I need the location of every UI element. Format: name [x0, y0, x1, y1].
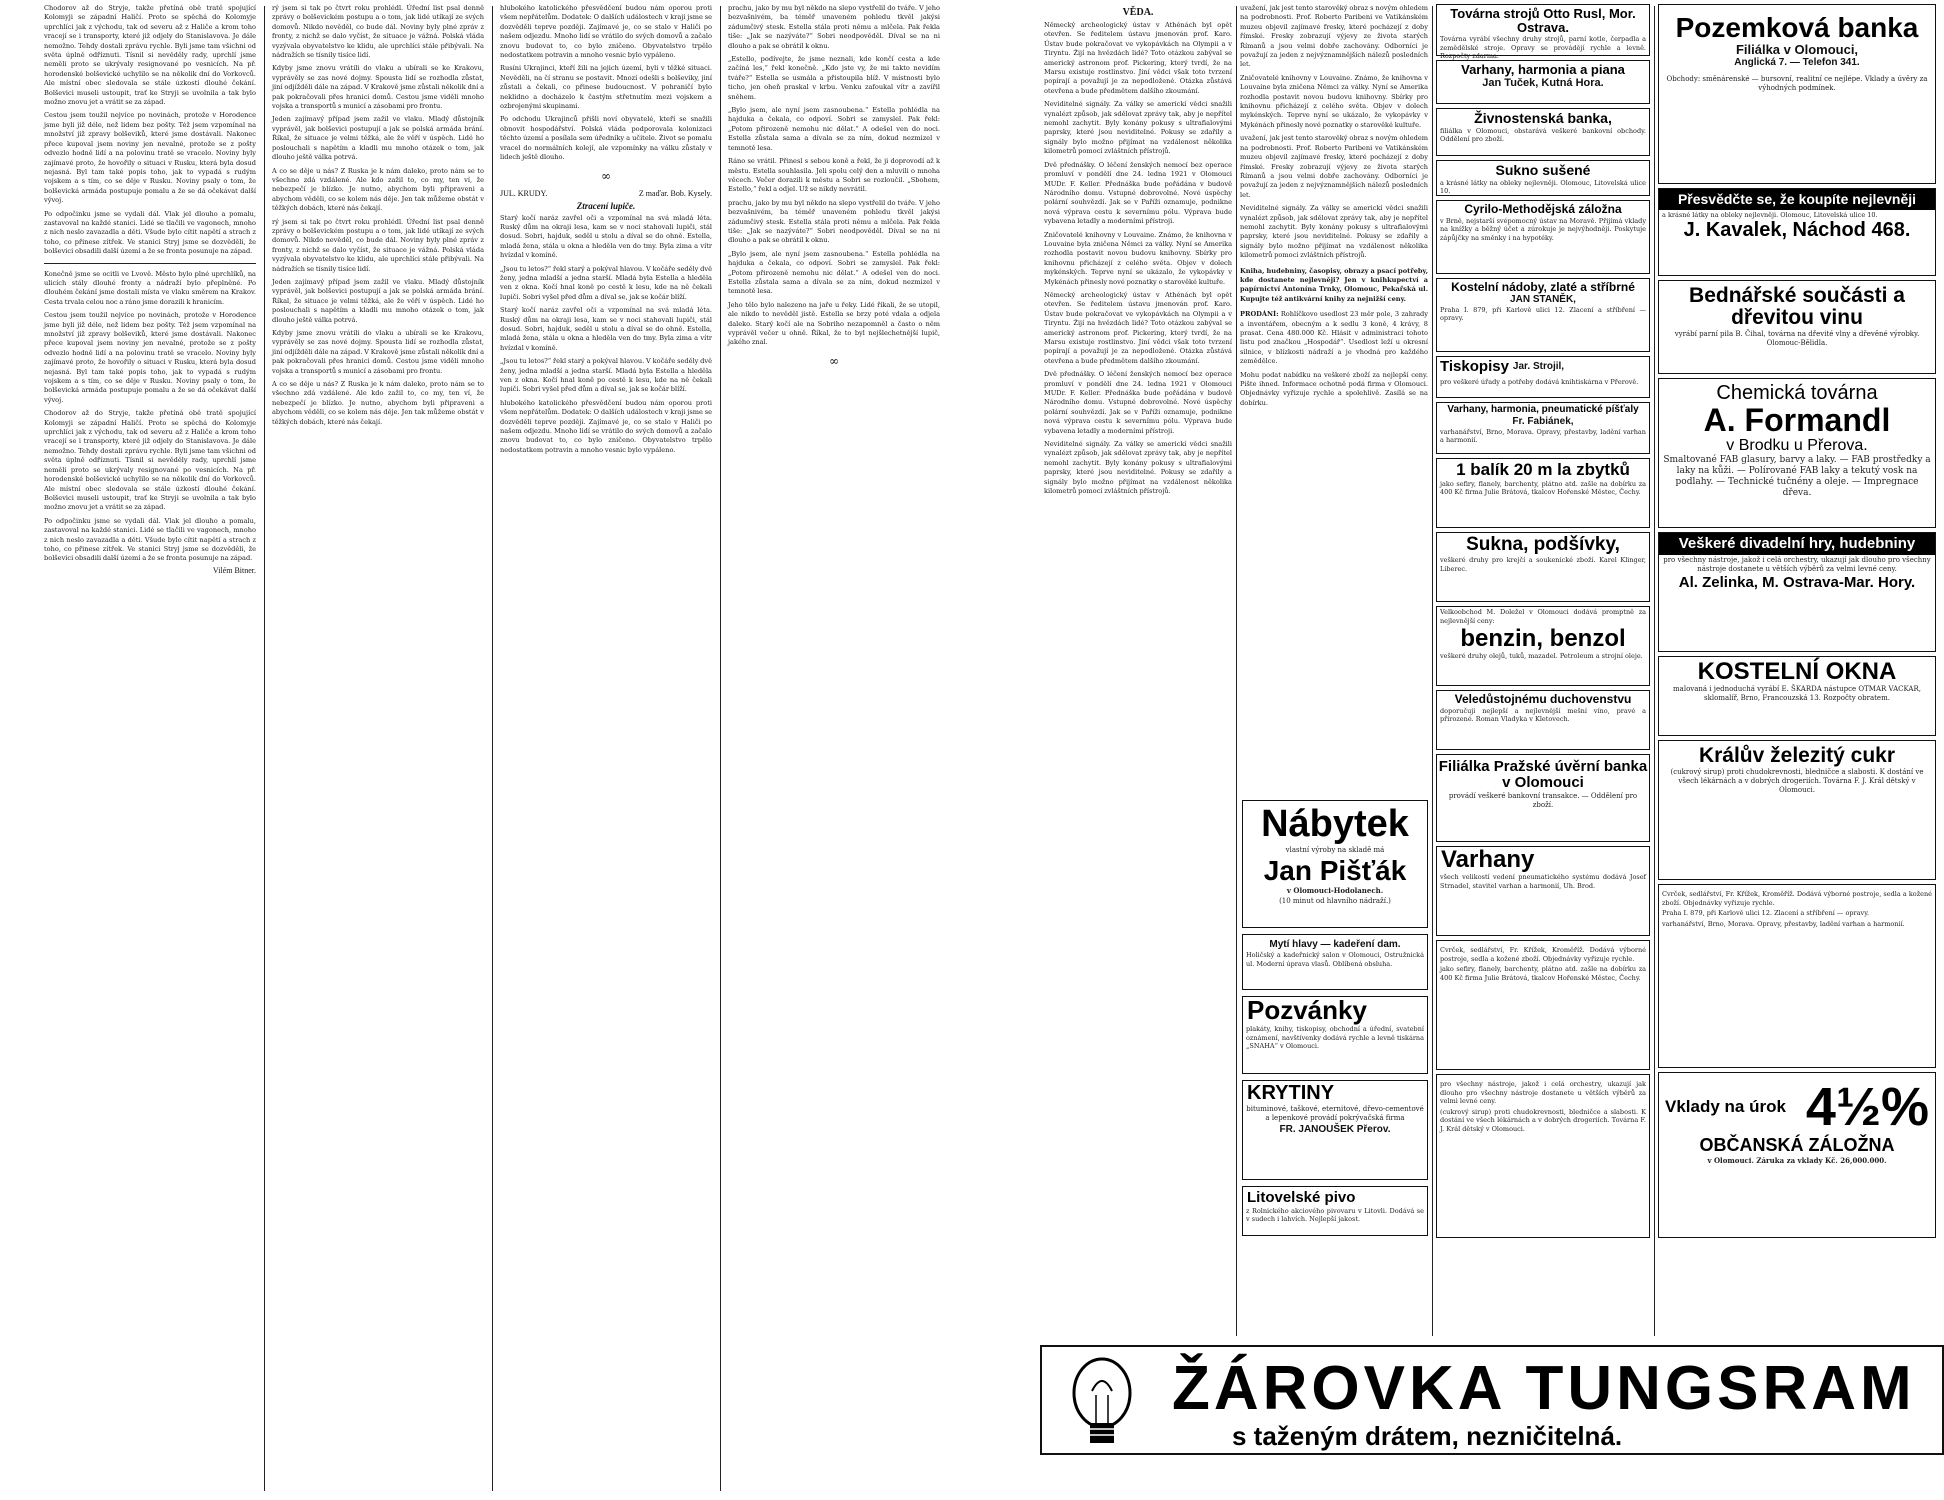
ad-theater-music-name: Al. Zelinka, M. Ostrava-Mar. Hory. — [1678, 573, 1916, 591]
ad-benzin-title: benzin, benzol — [1460, 625, 1626, 653]
ad-clergy-text: doporučuji nejlepší a nejlevnější mešní víno, pravé a přirozené. Roman Vladyka v Kletovech. — [1440, 706, 1646, 724]
ad-print-forms-title: Tiskopisy — [1440, 358, 1509, 375]
article-text: Dvě přednášky. O léčení ženských nemocí bez operace promluví v pondělí dne 24. ledna 1921 v Olomouci MUDr. F. Keller. Přednáška bude pořádána v budově Národního domu. Vstupné dobrovolné. Nové úspěchy polární souhvězdí. Jak se v Paříži oznamuje, podnikne nová výprava cestu k severnímu pólu. Výprava bude vybavena letadly a moderními přístroji. — [1044, 370, 1232, 435]
ad-fabric-bundle-text: jako sefiry, flanely, barchenty, plátno atd. zašle na dobírku za 400 Kč firma Julie Brátová, tkalcov Hořenské Městec, Čechy. — [1440, 479, 1646, 497]
ad-roofing-name: FR. JANOUŠEK Přerov. — [1279, 1124, 1391, 1135]
ad-hairdresser — [1242, 934, 1428, 990]
left-column-1 — [44, 4, 256, 1494]
article-text: Po odchodu Ukrajinců přišli noví obyvatelé, kteří se snažili obnovit hospodářství. Polská vláda podporovala kolonizaci těchto území a posílala sem úředníky a učitele. Život se pomalu vracel do normálních kolejí, ale vzpomínky na válku zůstaly v lidech ještě dlouho. — [500, 115, 712, 162]
column-rule — [492, 6, 493, 1491]
ad-organ-pipes-text: varhanářství, Brno, Morava. Opravy, přestavby, ladění varhan a harmonií. — [1440, 427, 1646, 445]
ad-prague-bank-text: provádí veškeré bankovní transakce. — Oddělení pro zboží. — [1448, 791, 1638, 809]
ad-iron-sugar-text: (cukrový sirup) proti chudokrevnosti, bledničce a slabosti. K dostání ve všech lékárnách a v dobrých drogeriích. Továrna F. J. Král dětský v Olomouci. — [1670, 768, 1924, 795]
ad-trade-bank-title: Živnostenská banka, — [1474, 110, 1612, 126]
ad-organ-pipes-title: Varhany, harmonia, pneumatické píšťaly — [1447, 404, 1639, 415]
left-column-2 — [272, 4, 484, 1494]
right-newspaper-page — [1040, 0, 1944, 1500]
ad-church-vessels — [1436, 278, 1650, 352]
article-text: uvažení, jak jest tento starověký obraz s novým ohledem na podrobnosti. Prof. Roberto Paribeni ve Vatikánském muzeu objevil zajímavé fresky, které pocházejí z doby římské. Fresky zobrazují výjevy ze života starých Římanů a jsou velmi dobře zachovány. Odborníci je považují za jeden z nejvýznamnějších nálezů posledních let. — [1240, 134, 1428, 199]
ad-trade-bank-text: filiálka v Olomouci, obstarává veškeré bankovní obchody. Oddělení pro zboží. — [1440, 126, 1646, 144]
article-text: Německý archeologický ústav v Athénách byl opět otevřen. Se ředitelem ústavu jmenován prof. Karo. Ústav bude pokračovat ve vykopávkách na Olympii a v Tiryntu. Žijí na hvězdách lidé? Toto otázkou zabýval se americký astronom prof. Pickering, který tvrdí, že na Marsu existuje rostlinstvo. Jiní vědci však toto tvrzení popírají a považují je za nepodložené. Otázka zůstává otevřena a bude předmětem dalšího zkoumání. — [1044, 21, 1232, 95]
article-text: Ráno se vrátil. Přinesl s sebou koně a řekl, že ji doprovodí až k městu. Estella souhlasila. Jeli spolu celý den a mluvili o mnoha věcech. Večer dorazili k městu a Sobri se rozloučil. „Sbohem, Estello,“ řekl a odjel. Už se nikdy nevrátil. — [728, 157, 940, 194]
article-text: uvažení, jak jest tento starověký obraz s novým ohledem na podrobnosti. Prof. Roberto Paribeni ve Vatikánském muzeu objevil zajímavé fresky, které pocházejí z doby římské. Fresky zobrazují výjevy ze života starých Římanů a jsou velmi dobře zachovány. Odborníci je považují za jeden z nejvýznamnějších nálezů posledních let. — [1240, 4, 1428, 69]
ad-hairdresser-title: Mytí hlavy — kadeření dam. — [1269, 939, 1401, 950]
ad-organs-strnadel-text: všech velikostí vedení pneumatického systému dodává Josef Strnadel, stavitel varhan a harmonií, Uh. Brod. — [1440, 873, 1646, 890]
ad-church-windows-text: malovaná i jednoduchá vyrábí E. ŠKARDA nástupce OTMAR VACKAR, sklomalíř, Brno, Francouzská 13. Rozpočty obratem. — [1673, 685, 1921, 703]
article-text: Po odpočinku jsme se vydali dál. Vlak jel dlouho a pomalu, zastavoval na každé stanici. Lidé se tlačili ve vagonech, mnoho z nich neslo zavazadla a děti. Všude bylo cítit napětí a strach z toho, co přinese zítřek. Ve stanici Stryj jsme se dozvěděli, že bolševici obsadili další území a že se fronta posunuje na západ. — [44, 209, 256, 256]
ad-kriz — [1436, 940, 1650, 1070]
column-rule — [720, 6, 721, 1491]
ad-organs — [1436, 60, 1650, 104]
ad-print-forms — [1436, 356, 1650, 398]
ad-trade-bank — [1436, 108, 1650, 156]
ad-kavalek-title: Přesvědčte se, že koupíte nejlevněji — [1659, 189, 1935, 210]
ad-beer — [1242, 1186, 1428, 1236]
ad-machine-factory-text: Továrna vyrábí všechny druhy strojů, parní kotle, čerpadla a zemědělské stroje. Opravy se provádějí rychle a levně. Rozpočty zdarma. — [1440, 35, 1646, 61]
article-text: „Estello, podívejte, že jsme neznali, kde končí cesta a kde začíná les,“ řekl konečně. „Kdo jste vy, že mi takto nevidím tváře?“ Estella se usmála a přistoupila blíž. V místnosti bylo ticho, jen oheň praskal v krbu. Venku zafoukal vítr a zavířil sněhem. — [728, 55, 940, 101]
ad-saddlery-text-2: Praha I. 879, při Karlově ulici 12. Zlacení a stříbření — opravy. — [1662, 909, 1870, 918]
ad-church-vessels-title: Kostelní nádoby, zlaté a stříbrné — [1451, 280, 1635, 294]
ad-iron-sugar — [1658, 740, 1936, 880]
ad-iron-sugar-title: Králův železitý cukr — [1698, 744, 1896, 767]
ad-deposits-text: v Olomouci. Záruka za vklady Kč. 26,000.000. — [1707, 1155, 1887, 1165]
article-text: A co se děje u nás? Z Ruska je k nám daleko, proto nám se to všechno zdá vzdálené. Ale kdo zažil to, co my, ten ví, že nebezpečí je blízko. Je nutno, abychom byli připraveni a abychom věděli, co se kolem nás děje. Jen tak můžeme obstát v těžkých dobách, které nás čekají. — [272, 380, 484, 426]
ad-furniture-title: Nábytek — [1261, 803, 1409, 845]
article-text: Dvě přednášky. O léčení ženských nemocí bez operace promluví v pondělí dne 24. ledna 1921 v Olomouci MUDr. F. Keller. Přednáška bude pořádána v budově Národního domu. Vstupné dobrovolné. Nové úspěchy polární souhvězdí. Jak se v Paříži oznamuje, podnikne nová výprava cestu k severnímu pólu. Výprava bude vybavena letadly a moderními přístroji. — [1044, 160, 1232, 226]
ad-savings-cyril — [1436, 200, 1650, 274]
article-text: rý jsem si tak po čtvrt roku prohlédl. Úřední list psal denně zprávy o bolševickém postupu a o tom, jak lidé utíkají ze svých domovů. Nikdo nevěděl, co bude dál. Noviny byly plné zpráv z fronty, z nichž se dalo vyčíst, že situace je vážná. Polská vláda vyzývala obyvatelstvo ke klidu, ale uprchlíci stále přibývali. Na nádražích se tísnily tisíce lidí. — [272, 4, 484, 60]
ornament-divider: ∞ — [829, 353, 839, 368]
article-text: Rusíni Ukrajinci, kteří žili na jejich území, byli v těžké situaci. Nevěděli, na čí stranu se postavit. Mnozí odešli s bolševiky, jiní zůstali a čekali, co přinese budoucnost. V pohraničí bylo neklidno a docházelo k častým střetnutím mezi vojskem a ozbrojenými skupinami. — [500, 64, 712, 111]
ad-furniture-note: (10 minut od hlavního nádraží.) — [1279, 897, 1391, 906]
ad-church-vessels-text: Praha I. 879, při Karlově ulici 12. Zlacení a stříbření — opravy. — [1440, 305, 1646, 323]
ad-fabric-bundle-title: 1 balík 20 m la zbytků — [1456, 460, 1630, 479]
banner-subtitle: s taženým drátem, nezničitelná. — [1232, 1421, 1623, 1451]
article-text: Starý kočí naráz zavřel oči a vzpomínal na svá mladá léta. Ruský dům na okraji lesa, kam se v noci stahovali lupiči, stál dosud. Sobri, hajduk, seděl u stolu a díval se do ohně. Estella, mladá žena, stála u okna a hleděla ven do tmy. Byla zima a vítr hvízdal v komíně. — [500, 213, 712, 260]
ad-linings-title: Sukna, podšívky, — [1466, 534, 1620, 555]
article-text: Neviditelné signály. Za války se americkí vědci snažili vynalézt způsob, jak sdělovat zprávy tak, aby je nepřítel nemohl zachytit. Byly konány pokusy s ultrafialovými paprsky, které jsou neviditelné. Pokusy se zdařily a signály bylo možno přijímat na vzdálenost několika kilometrů pomocí zvláštních přístrojů. — [1240, 204, 1428, 260]
ad-furniture-address: v Olomouci-Hodolanech. — [1286, 886, 1384, 896]
ad-saddlery-text: Cvrček, sedlářství, Fr. Křížek, Kroměříž. Dodává výborné postroje, sedla a kožené zboží. Objednávky vyřizuje rychle. — [1662, 890, 1932, 907]
ad-kavalek-text: a krásné látky na obleky nejlevněji. Olomouc, Litovelská ulice 10. — [1662, 210, 1878, 219]
ad-cloth — [1436, 160, 1650, 196]
article-text: „Bylo jsem, ale nyní jsem zasnoubena.“ Estella pohlédla na hajduka a čekala, co odpoví. Sobri se zamyslel. Pak řekl: „Potom přirozeně nemohu nic dělat.“ A odešel ven do noci. Estella zůstala sama a dívala se za ním, dokud nezmizel v temnotě lesa. — [728, 249, 940, 296]
ad-theater-music-title: Veškeré divadelní hry, hudebniny — [1659, 533, 1935, 555]
article-text: Cestou jsem toužil nejvíce po novinách, protože v Horodence jsme byli již déle, než lidem bez pošty. Též jsem vzpomínal na množství již zpravy bolševiků, které jsme dostávali. Nakonec přece kupoval jsem noviny jen nevalné, protože se z pošty odvezlo hodně lidí a na polovinu tratě se vracelo. Noviny byly zajímavé proto, že hovořily o situaci v Rusku, která byla dosud nejasná. Byl tam také popis toho, jak to vypadá s rudým vojskem a s tím, co se děje v Rusku. Noviny psaly o tom, že bolševická armáda postupuje pomalu a že se dá očekávat další vývoj. — [44, 111, 256, 205]
ad-kavalek-name: J. Kavalek, Náchod 468. — [1683, 219, 1911, 242]
ad-roofing-title: KRYTINY — [1247, 1082, 1335, 1104]
article-text: hlubokého katolického přesvědčení budou nám oporou proti všem nepřátelům. Dodatek: O dalších událostech v kraji jsme se dozvěděli teprve později. Zajímavé je, co se stalo v Haliči po našem odjezdu. Mnoho lidí se vrátilo do svých domovů a začalo znovu budovat to, co bylo zničeno. Obyvatelstvo trpělo nedostatkem potravin a mnoho vesnic bylo vypáleno. — [500, 4, 712, 60]
classified-notice — [1240, 310, 1428, 366]
article-text: „Jsou tu letos?“ řekl starý a pokýval hlavou. V kočáře seděly dvě ženy, jedna mladší a jedna starší. Mladá byla Estella a hleděla ven z okna. Kočí hnal koně po cestě k lesu, kde na ně čekali lupiči. Sobri vyšel před dům a díval se, jak se kočár blíží. — [500, 357, 712, 394]
ad-deposits — [1658, 1072, 1936, 1238]
article-text: „Jsou tu letos?“ řekl starý a pokýval hlavou. V kočáře seděly dvě ženy, jedna mladší a jedna starší. Mladá byla Estella a hleděla ven z okna. Kočí hnal koně po cestě k lesu, kde na ně čekali lupiči. Sobri vyšel před dům a díval se, jak se kočár blíží. — [500, 264, 712, 301]
column-rule — [1432, 6, 1433, 1336]
story-title: Ztracení lupiče. — [576, 200, 636, 211]
ad-invitations-text: plakáty, knihy, tiskopisy, obchodní a úřední, svatební oznámení, navštívenky dodává rychle a levně tiskárna „SNAHA“ v Olomouci. — [1246, 1025, 1424, 1051]
article-text: A co se děje u nás? Z Ruska je k nám daleko, proto nám se to všechno zdá vzdálené. Ale kdo zažil to, co my, ten ví, že nebezpečí je blízko. Je nutno, abychom byli připraveni a abychom věděli, co se kolem nás děje. Jen tak můžeme obstát v těžkých dobách, které nás čekají. — [272, 166, 484, 213]
ad-savings-cyril-text: v Brně, nejstarší svépomocný ústav na Moravě. Přijímá vklady na knížky a běžný účet a zúrokuje je nejvýhodněji. Poskytuje zápůjčky na směnky i na hypotéky. — [1440, 216, 1646, 242]
ad-organ-pipes-name: Fr. Fabiánek, — [1512, 415, 1574, 427]
ad-organs-strnadel-title: Varhany — [1441, 846, 1535, 873]
article-text: Kdyby jsme znovu vrátili do vlaku a ubírali se ke Krakovu, vyprávěly se zas nové dojmy. Spousta lidí se rozhodla zůstat, jiní odjížděli dále na západ. V Krakově jsme zůstali několik dní a pak pokračovali přes hranici domů. Cestou jsme viděli mnoho vojska a transportů s municí a zásobami pro frontu. — [272, 64, 484, 111]
left-column-3 — [500, 4, 712, 1494]
ad-invitations — [1242, 996, 1428, 1074]
ad-land-bank-address: Anglická 7. — Telefon 341. — [1734, 57, 1860, 69]
article-text: Zničovatelé knihovny v Louvaine. Známo, že knihovna v Louvaine byla zničena Němci za války. Nyní se Amerika rozhodla postavit novou budovu knihovny. Sbírky pro knihovnu přicházejí z celého světa. Objev v dolech mykénských. Teprve nyní se ukázalo, že vykopávky v Mykénách přinesly nové poznatky o starověké kultuře. — [1240, 73, 1428, 129]
ad-saddlery — [1658, 884, 1936, 1068]
ad-barrel-parts-title: Bednářské součásti a dřevitou vinu — [1689, 284, 1905, 330]
ad-roofing — [1242, 1080, 1428, 1180]
ad-beer-text: z Rolnického akciového pivovaru v Litovli. Dodává se v sudech i lahvích. Nejlepší jakost. — [1246, 1206, 1424, 1224]
ad-roofing-text: bituminové, taškové, eternitové, dřevo-cementové a lepenkové provádí pokrývačská firma — [1246, 1105, 1424, 1122]
ad-barrel-parts-text: vyrábí parní pila B. Čihal, továrna na dřevité vlny a dřevěné výrobky. Olomouc-Bělidla. — [1674, 330, 1920, 348]
article-text: Německý archeologický ústav v Athénách byl opět otevřen. Se ředitelem ústavu jmenován prof. Karo. Ústav bude pokračovat ve vykopávkách na Olympii a v Tiryntu. Žijí na hvězdách lidé? Toto otázkou zabýval se americký astronom prof. Pickering, který tvrdí, že na Marsu existuje rostlinstvo. Jiní vědci však toto tvrzení popírají a považují je za nepodložené. Otázka zůstává otevřena a bude předmětem dalšího zkoumání. — [1044, 290, 1232, 365]
article-text: Jeden zajímavý případ jsem zažil ve vlaku. Mladý důstojník vyprávěl, jak bolševici postupují a jak se polská armáda brání. Říkal, že situace je velmi těžká, ale že věří v úspěch. Lidé ho poslouchali s napětím a kladli mu mnoho otázek o tom, jak dlouho ještě válka potrvá. — [272, 277, 484, 324]
article-text: Neviditelné signály. Za války se americkí vědci snažili vynalézt způsob, jak sdělovat zprávy tak, aby je nepřítel nemohl zachytit. Byly konány pokusy s ultrafialovými paprsky, které jsou neviditelné. Pokusy se zdařily a signály bylo možno přijímat na vzdálenost několika kilometrů pomocí zvláštních přístrojů. — [1044, 100, 1232, 156]
ad-print-forms-name: Jar. Strojil, — [1512, 361, 1565, 373]
ad-deposits-name: OBČANSKÁ ZÁLOŽNA — [1699, 1134, 1895, 1155]
ad-church-windows-title: KOSTELNÍ OKNA — [1697, 658, 1897, 685]
article-text: Neviditelné signály. Za války se americkí vědci snažili vynalézt způsob, jak sdělovat zprávy tak, aby je nepřítel nemohl zachytit. Byly konány pokusy s ultrafialovými paprsky, které jsou neviditelné. Pokusy se zdařily a signály bylo možno přijímat na vzdálenost několika kilometrů pomocí zvláštních přístrojů. — [1044, 440, 1232, 496]
ad-theater-music-text: pro všechny nástroje, jakož i celá orchestry, ukazují jak dlouho pro všechny nástroje dostanete u větších výběrů za velmi levné ceny. — [1663, 555, 1931, 573]
column-rule — [264, 6, 265, 1491]
right-column-2 — [1240, 4, 1428, 794]
ad-church-windows-2 — [1436, 1074, 1650, 1238]
article-text: Jeho tělo bylo nalezeno na jaře u řeky. Lidé říkali, že se utopil, ale nikdo to nevěděl jistě. Estella se brzy poté vdala a odjela daleko. Starý kočí ale na Sobriho nezapomněl a často o něm vyprávěl večer u ohně. Říkal, že to byl nejšlechetnější lupič, jakého znal. — [728, 300, 940, 347]
ad-hairdresser-text: Holičský a kadeřnický salon v Olomouci, Ostružnická ul. Moderní úprava vlasů. Oblíbená obsluha. — [1246, 951, 1424, 968]
ad-church-windows-2-text-b: (cukrový sirup) proti chudokrevnosti, bledničce a slabosti. K dostání ve všech lékárnách a v dobrých drogeriích. Továrna F. J. Král dětský v Olomouci. — [1440, 1107, 1646, 1133]
ad-deposits-rate: 4½% — [1805, 1077, 1929, 1137]
article-text: Cestou jsem toužil nejvíce po novinách, protože v Horodence jsme byli již déle, než lidem bez pošty. Též jsem vzpomínal na množství již zpravy bolševiků, které jsme dostávali. Nakonec přece kupoval jsem noviny jen nevalné, protože se z pošty odvezlo hodně lidí a na polovinu tratě se vracelo. Noviny byly zajímavé proto, že hovořily o situaci v Rusku, která byla dosud nejasná. Byl tam také popis toho, jak to vypadá s rudým vojskem a s tím, co se děje v Rusku. Noviny psaly o tom, že bolševická armáda postupuje pomalu a že se dá očekávat další vývoj. — [44, 311, 256, 404]
ad-benzin — [1436, 606, 1650, 686]
ad-cloth-title: Sukno sušené — [1495, 162, 1591, 178]
ad-clergy — [1436, 690, 1650, 750]
ad-benzin-pre: Velkoobchod M. Doležel v Olomouci dodává promptně za nejlevnější ceny: — [1440, 608, 1646, 625]
ad-furniture — [1242, 800, 1428, 928]
ornament-divider: ∞ — [601, 168, 611, 183]
ad-beer-title: Litovelské pivo — [1247, 1189, 1356, 1206]
ad-church-vessels-name: JAN STANĚK, — [1510, 293, 1576, 305]
ad-chemical-factory-place: v Brodku u Přerova. — [1726, 436, 1868, 454]
section-title-science: VĚDA. — [1122, 7, 1154, 18]
article-text: Jeden zajímavý případ jsem zažil ve vlaku. Mladý důstojník vyprávěl, jak bolševici postupují a jak se polská armáda brání. Říkal, že situace je velmi těžká, ale že věří v úspěch. Lidé ho poslouchali s napětím a kladli mu mnoho otázek o tom, jak dlouho ještě válka potrvá. — [272, 115, 484, 162]
article-text: Konečně jsme se ocitli ve Lvově. Město bylo plné uprchlíků, na ulicích stály dlouhé fronty a nádraží bylo přeplněné. Po dlouhém čekání jsme dostali místa ve vlaku směrem na Krakov. Cesta trvala celou noc a ráno jsme dorazili k hranicím. — [44, 269, 256, 306]
ad-kriz-text-2: jako sefiry, flanely, barchenty, plátno atd. zašle na dobírku za 400 Kč firma Julie Brátová, tkalcov Hořenské Městec, Čechy. — [1440, 965, 1646, 982]
ad-cloth-text: a krásné látky na obleky nejlevněji. Olomouc, Litovelská ulice 10. — [1440, 178, 1646, 196]
ad-print-forms-text: pro veškeré úřady a potřeby dodává knihtiskárna v Přerově. — [1440, 377, 1639, 386]
light-bulb-icon — [1054, 1351, 1154, 1451]
article-text: rý jsem si tak po čtvrt roku prohlédl. Úřední list psal denně zprávy o bolševickém postupu a o tom, jak lidé utíkají ze svých domovů. Nikdo nevěděl, co bude dál. Noviny byly plné zpráv z fronty, z nichž se dalo vyčíst, že situace je vážná. Polská vláda vyzývala obyvatelstvo ke klidu, ale uprchlíci stále přibývali. Na nádražích se tísnily tisíce lidí. — [272, 217, 484, 273]
ad-saddlery-text-3: varhanářství, Brno, Morava. Opravy, přestavby, ladění varhan a harmonií. — [1662, 919, 1905, 928]
ad-organs-title: Varhany, harmonia a piana — [1461, 62, 1625, 77]
ad-organ-pipes — [1436, 402, 1650, 454]
ad-machine-factory-title: Továrna strojů Otto Rusl, Mor. Ostrava. — [1450, 6, 1636, 35]
banner-title: ŽÁROVKA TUNGSRAM — [1172, 1354, 1916, 1423]
story-author: JUL. KRUDY. — [500, 188, 548, 198]
article-text: Mohu podat nabídku na veškeré zboží za nejlepší ceny. Pište ihned. Informace ochotně podá firma v Olomouci. Objednávky vyřizuje rychle a spolehlivě. Zasílá se na dobírku. — [1240, 370, 1428, 407]
ad-deposits-title: Vklady na úrok — [1665, 1097, 1786, 1117]
ad-clergy-title: Veledůstojnému duchovenstvu — [1454, 692, 1632, 706]
article-text: prachu, jako by mu byl někdo na slepo vystřelil do tváře. V jeho bezvašnivém, ba téměř unaveném pohledu tkvěl jakýsi zádumčivý stesk. Estella stála proti němu a mlčela. Pak řekla tiše: „Jak se nazýváte?“ Sobri neodpověděl. Díval se na ni dlouho a pak se obrátil k oknu. — [728, 198, 940, 245]
ad-chemical-factory-text: Smaltované FAB glasury, barvy a laky. — FAB prostředky a laky na kůži. — Polírované FAB laky a tekutý vosk na podlahy. — Technické tučnény a oleje. — Impregnace dřeva. — [1663, 455, 1931, 499]
ad-organs-strnadel — [1436, 846, 1650, 936]
ad-church-windows-2-text: pro všechny nástroje, jakož i celá orchestry, ukazují jak dlouho pro všechny nástroje dostanete u větších výběrů za velmi levné ceny. — [1440, 1080, 1646, 1106]
article-text: Chodorov až do Stryje, takže přetíná obě tratě spojující Kolomyji se západní Haličí. Proto se spěchá do Kolomyje uprchlíci jak z východu, tak od severu až z Haliče a krom toho vracejí se i transporty, které již odjely do Stanislavova. Je dále nemožno. Tehdy dostali zprávu rychle. Byli jsme tam všichni od světa úplně odříznuti. Tísnil si nevěděly rady, uprchlí jsme neměli proto se ukrývaly resignované po vesnicích. Na př. horodenské bolševické uchylilo se na několik dní do Vorkovců. Ale místní obec sledovala se stále úzkostí dlouhé čekání. Bolševici museli ustoupit, trať ke Stryji se uvolnila a tak bylo možno znovu jet a vrátit se za západ. — [44, 409, 256, 512]
ad-furniture-pre: vlastní výroby na skladě má — [1285, 845, 1385, 854]
ad-linings-text: veškeré druhy pro krejčí a soukenické zboží. Karel Klinger, Liberec. — [1440, 555, 1646, 573]
story-credit — [500, 189, 712, 198]
left-column-4 — [728, 4, 940, 1494]
ad-land-bank-branch: Filiálka v Olomouci, — [1735, 42, 1859, 58]
classified-title: PRODÁNÍ: — [1240, 310, 1279, 319]
article-text: hlubokého katolického přesvědčení budou nám oporou proti všem nepřátelům. Dodatek: O dalších událostech v kraji jsme se dozvěděli teprve později. Zajímavé je, co se stalo v Haliči po našem odjezdu. Mnoho lidí se vrátilo do svých domovů a začalo znovu budovat to, co bylo zničeno. Obyvatelstvo trpělo nedostatkem potravin a mnoho vesnic bylo vypáleno. — [500, 398, 712, 454]
article-text: prachu, jako by mu byl někdo na slepo vystřelil do tváře. V jeho bezvašnivém, ba téměř unaveném pohledu tkvěl jakýsi zádumčivý stesk. Estella stála proti němu a mlčela. Pak řekla tiše: „Jak se nazýváte?“ Sobri neodpověděl. Díval se na ni dlouho a pak se obrátil k oknu. — [728, 4, 940, 50]
tungsram-banner-ad — [1040, 1345, 1944, 1455]
ad-chemical-factory-name: A. Formandl — [1703, 402, 1891, 438]
ad-land-bank-text: Obchody: směnárenské — bursovní, realitní ce nejlépe. Vklady a úvěry za výhodných podmínek. — [1666, 75, 1928, 93]
ad-fabric-bundle — [1436, 458, 1650, 528]
article-text: Po odpočinku jsme se vydali dál. Vlak jel dlouho a pomalu, zastavoval na každé stanici. Lidé se tlačili ve vagonech, mnoho z nich neslo zavazadla a děti. Všude bylo cítit napětí a strach z toho, co přinese zítřek. Ve stanici Stryj jsme se dozvěděli, že bolševici obsadili další území a že se fronta posunuje na západ. — [44, 516, 256, 563]
ad-prague-bank — [1436, 754, 1650, 842]
article-text: Starý kočí naráz zavřel oči a vzpomínal na svá mladá léta. Ruský dům na okraji lesa, kam se v noci stahovali lupiči, stál dosud. Sobri, hajduk, seděl u stolu a díval se do ohně. Estella, mladá žena, stála u okna a hleděla ven do tmy. Byla zima a vítr hvízdal v komíně. — [500, 306, 712, 352]
article-byline: Vilém Bitner. — [212, 565, 256, 575]
ad-land-bank-title: Pozemková banka — [1675, 12, 1919, 43]
bookshop-notice: Kniha, hudebniny, časopisy, obrazy a psací potřeby, kde dostanete nejlevněji? Jen v knihkupectví a papírnictví Antonína Trnky, Olomouc, Pekařská ul. Kupujte též antikvární knihy za nejnižší ceny. — [1240, 266, 1428, 303]
ad-chemical-factory-title: Chemická továrna — [1716, 382, 1878, 404]
ad-theater-music — [1658, 532, 1936, 652]
column-divider — [44, 263, 256, 264]
column-rule — [1654, 6, 1655, 1336]
ad-church-windows — [1658, 656, 1936, 736]
ad-prague-bank-title: Filiálka Pražské úvěrní banka v Olomouci — [1438, 758, 1648, 791]
ad-benzin-text: veškeré druhy olejů, tuků, mazadel. Petroleum a strojní oleje. — [1440, 652, 1643, 661]
ad-furniture-name: Jan Pišťák — [1263, 854, 1407, 886]
ad-land-bank — [1658, 4, 1936, 184]
story-translator: Z maďar. Bob. Kysely. — [638, 188, 712, 198]
column-rule — [1236, 6, 1237, 1336]
ad-linings — [1436, 532, 1650, 602]
ad-chemical-factory — [1658, 378, 1936, 528]
classified-text: Rohlíčkovo usedlost 23 měr pole, 3 zahrady a inventářem, obecným a k sedlu 3 koně, 4 krávy, 8 prasat. Cena 480.000 Kč. Hlásit v administraci tohoto listu pod značkou „Hospodář“. Usedlost leží u okresní silnice, v blízkosti nádraží a je vhodná pro každého zemědělce. — [1240, 310, 1429, 366]
ad-kavalek — [1658, 188, 1936, 276]
ad-machine-factory — [1436, 4, 1650, 61]
ad-barrel-parts — [1658, 280, 1936, 374]
ad-kriz-text: Cvrček, sedlářství, Fr. Křížek, Kroměříž. Dodává výborné postroje, sedla a kožené zboží. Objednávky vyřizuje rychle. — [1440, 946, 1646, 963]
article-text: Chodorov až do Stryje, takže přetíná obě tratě spojující Kolomyji se západní Haličí. Proto se spěchá do Kolomyje uprchlíci jak z východu, tak od severu až z Haliče a krom toho vracejí se i transporty, které již odjely do Stanislavova. Je dále nemožno. Tehdy dostali zprávu rychle. Byli jsme tam všichni od světa úplně odříznuti. Tísnil si nevěděly rady, uprchlí jsme neměli proto se ukrývaly resignované po vesnicích. Na př. horodenské bolševické uchylilo se na několik dní do Vorkovců. Ale místní obec sledovala se stále úzkostí dlouhé čekání. Bolševici museli ustoupit, trať ke Stryji se uvolnila a tak bylo možno znovu jet a vrátit se za západ. — [44, 4, 256, 107]
article-text: „Bylo jsem, ale nyní jsem zasnoubena.“ Estella pohlédla na hajduka a čekala, co odpoví. Sobri se zamyslel. Pak řekl: „Potom přirozeně nemohu nic dělat.“ A odešel ven do noci. Estella zůstala sama a dívala se za ním, dokud nezmizel v temnotě lesa. — [728, 106, 940, 152]
ad-invitations-title: Pozvánky — [1247, 995, 1367, 1025]
right-column-1 — [1044, 4, 1232, 1339]
ad-organs-name: Jan Tuček, Kutná Hora. — [1482, 76, 1604, 89]
article-text: Kdyby jsme znovu vrátili do vlaku a ubírali se ke Krakovu, vyprávěly se zas nové dojmy. Spousta lidí se rozhodla zůstat, jiní odjížděli dále na západ. V Krakově jsme zůstali několik dní a pak pokračovali přes hranici domů. Cestou jsme viděli mnoho vojska a transportů s municí a zásobami pro frontu. — [272, 329, 484, 375]
article-text: Zničovatelé knihovny v Louvaine. Známo, že knihovna v Louvaine byla zničena Němci za války. Nyní se Amerika rozhodla postavit novou budovu knihovny. Sbírky pro knihovnu přicházejí z celého světa. Objev v dolech mykénských. Teprve nyní se ukázalo, že vykopávky v Mykénách přinesly nové poznatky o starověké kultuře. — [1044, 230, 1232, 286]
ad-savings-cyril-title: Cyrilo-Methodějská záložna — [1464, 202, 1622, 216]
